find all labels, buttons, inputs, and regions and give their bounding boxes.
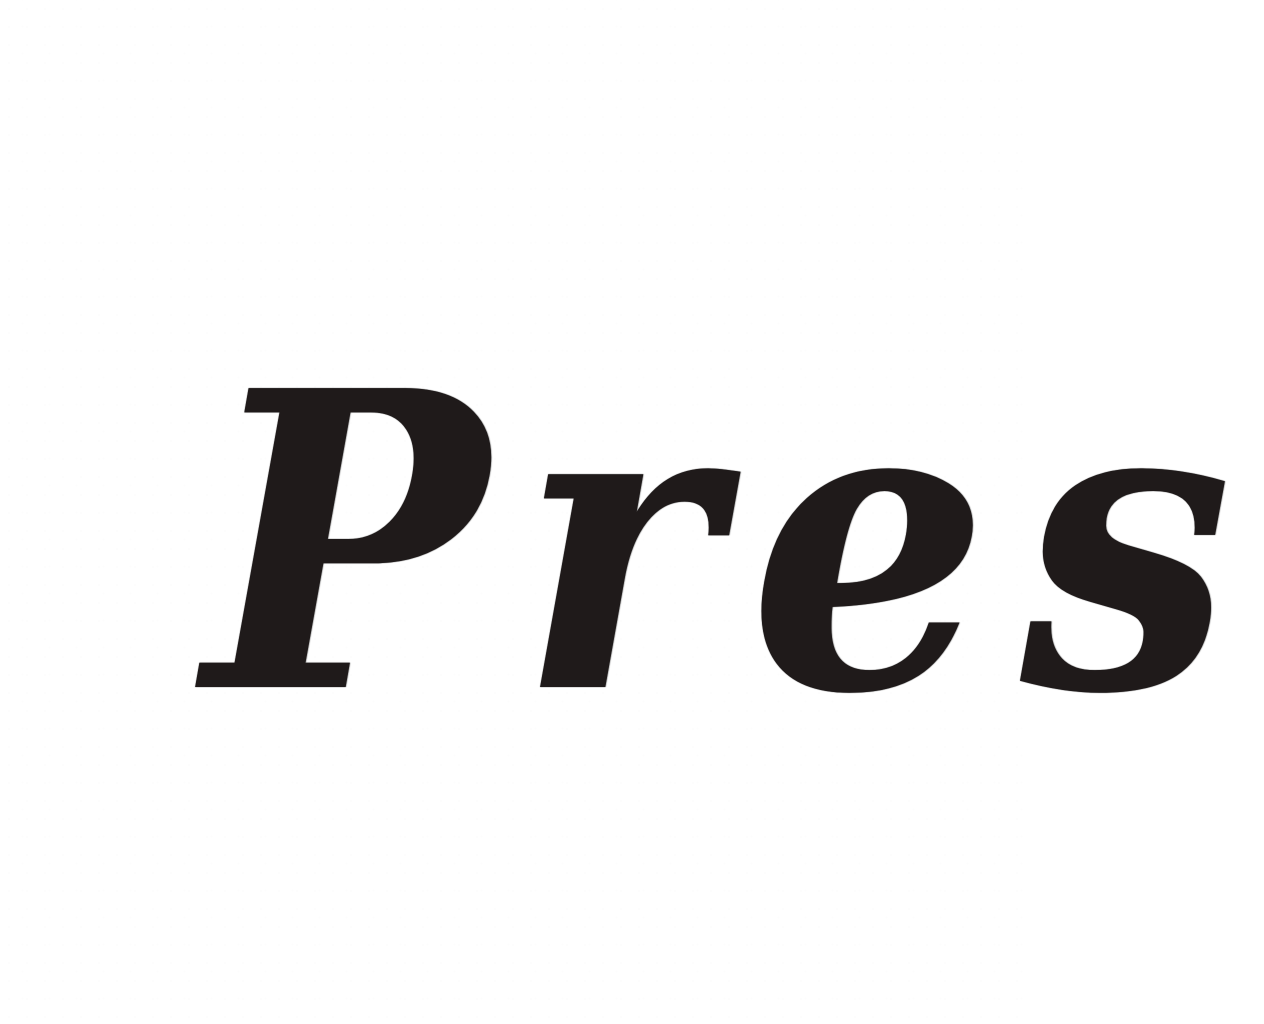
visible-word-fragment: Pres — [204, 302, 1264, 784]
